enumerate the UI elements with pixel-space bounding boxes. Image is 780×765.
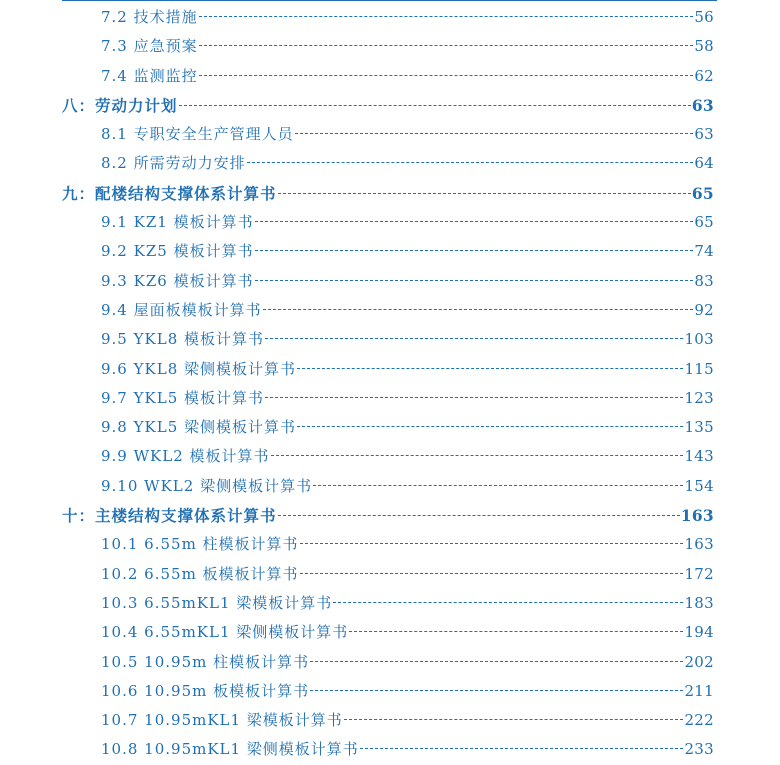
toc-page-number: 163 <box>684 535 714 554</box>
toc-page-number: 103 <box>684 330 714 349</box>
toc-page-number: 63 <box>694 125 714 144</box>
toc-page-number: 154 <box>684 476 714 495</box>
toc-dot-leader <box>199 75 694 76</box>
toc-entry[interactable] <box>0 208 780 237</box>
toc-entry-title: 7.4 监测监控 <box>101 66 198 85</box>
toc-entry[interactable] <box>0 706 780 735</box>
toc-entry-title: 十：主楼结构支撑体系计算书 <box>62 506 277 526</box>
toc-page-number: 56 <box>694 8 714 26</box>
toc-page-number: 233 <box>684 740 714 759</box>
toc-dot-leader <box>297 368 683 369</box>
toc-dot-leader <box>199 16 694 17</box>
toc-dot-leader <box>265 397 683 398</box>
toc-page-number: 62 <box>694 66 714 85</box>
toc-dot-leader <box>310 690 683 691</box>
toc-entry[interactable] <box>0 237 780 266</box>
toc-dot-leader <box>300 543 684 544</box>
toc-entry[interactable] <box>0 120 780 149</box>
table-of-contents <box>0 3 780 765</box>
toc-entry-title: 10.3 6.55mKL1 梁模板计算书 <box>101 593 333 612</box>
toc-chapter-entry[interactable] <box>0 179 780 208</box>
toc-entry[interactable] <box>0 560 780 589</box>
toc-page-number: 143 <box>684 447 714 466</box>
toc-dot-leader <box>247 162 694 163</box>
toc-entry-title: 9.2 KZ5 模板计算书 <box>101 242 254 261</box>
toc-dot-leader <box>360 748 684 749</box>
toc-entry-title: 7.2 技术措施 <box>101 8 198 26</box>
toc-dot-leader <box>255 280 694 281</box>
toc-entry[interactable] <box>0 648 780 677</box>
toc-page-number: 58 <box>694 37 714 56</box>
toc-entry[interactable] <box>0 3 780 32</box>
toc-entry[interactable] <box>0 267 780 296</box>
toc-entry-title: 8.2 所需劳动力安排 <box>101 154 246 173</box>
toc-dot-leader <box>349 631 683 632</box>
toc-page-number: 194 <box>684 623 714 642</box>
toc-dot-leader <box>263 309 694 310</box>
toc-dot-leader <box>271 455 684 456</box>
toc-entry[interactable] <box>0 32 780 61</box>
toc-dot-leader <box>313 485 683 486</box>
toc-entry-title: 9.5 YKL8 模板计算书 <box>101 330 265 349</box>
toc-page-number: 74 <box>694 242 714 261</box>
toc-entry[interactable] <box>0 735 780 764</box>
toc-dot-leader <box>344 719 684 720</box>
toc-entry-title: 八：劳动力计划 <box>62 95 178 115</box>
toc-dot-leader <box>265 338 683 339</box>
toc-entry[interactable] <box>0 413 780 442</box>
toc-dot-leader <box>278 515 680 516</box>
toc-chapter-entry[interactable] <box>0 501 780 530</box>
toc-page-number: 92 <box>694 300 714 319</box>
toc-page-number: 163 <box>680 506 714 526</box>
toc-dot-leader <box>297 426 683 427</box>
toc-page-number: 202 <box>684 652 714 671</box>
toc-entry[interactable] <box>0 384 780 413</box>
toc-entry[interactable] <box>0 355 780 384</box>
toc-entry[interactable] <box>0 677 780 706</box>
top-rule <box>62 0 717 1</box>
toc-dot-leader <box>300 573 684 574</box>
toc-page-number: 123 <box>684 388 714 407</box>
toc-entry[interactable] <box>0 442 780 471</box>
toc-dot-leader <box>333 602 683 603</box>
toc-page-number: 115 <box>684 359 714 378</box>
toc-dot-leader <box>255 250 694 251</box>
toc-entry-title: 10.2 6.55m 板模板计算书 <box>101 564 299 583</box>
toc-page-number: 83 <box>694 271 714 290</box>
toc-dot-leader <box>295 133 694 134</box>
toc-entry-title: 9.6 YKL8 梁侧模板计算书 <box>101 359 297 378</box>
toc-chapter-entry[interactable] <box>0 91 780 120</box>
toc-entry-title: 10.8 10.95mKL1 梁侧模板计算书 <box>101 740 359 759</box>
toc-entry-title: 9.3 KZ6 模板计算书 <box>101 271 254 290</box>
toc-entry[interactable] <box>0 149 780 178</box>
toc-entry[interactable] <box>0 530 780 559</box>
toc-page-number: 65 <box>694 213 714 232</box>
toc-page-number: 222 <box>684 711 714 730</box>
toc-dot-leader <box>310 661 683 662</box>
toc-entry-title: 8.1 专职安全生产管理人员 <box>101 125 294 144</box>
toc-entry-title: 10.5 10.95m 柱模板计算书 <box>101 652 310 671</box>
toc-dot-leader <box>278 193 691 194</box>
toc-entry-title: 九：配楼结构支撑体系计算书 <box>62 183 277 203</box>
toc-dot-leader <box>255 221 694 222</box>
toc-entry-title: 9.8 YKL5 梁侧模板计算书 <box>101 418 297 437</box>
toc-page-number: 183 <box>684 593 714 612</box>
toc-entry[interactable] <box>0 589 780 618</box>
toc-page-number: 65 <box>691 183 714 203</box>
toc-dot-leader <box>199 45 694 46</box>
toc-entry-title: 9.1 KZ1 模板计算书 <box>101 213 254 232</box>
toc-page-number: 211 <box>684 681 714 700</box>
toc-entry[interactable] <box>0 296 780 325</box>
toc-entry-title: 9.4 屋面板模板计算书 <box>101 300 262 319</box>
toc-dot-leader <box>179 105 691 106</box>
toc-page-number: 63 <box>691 95 714 115</box>
toc-page-number: 172 <box>684 564 714 583</box>
toc-entry-title: 10.7 10.95mKL1 梁模板计算书 <box>101 711 343 730</box>
toc-entry-title: 9.9 WKL2 模板计算书 <box>101 447 270 466</box>
toc-entry[interactable] <box>0 618 780 647</box>
toc-entry-title: 10.4 6.55mKL1 梁侧模板计算书 <box>101 623 349 642</box>
toc-entry-title: 10.1 6.55m 柱模板计算书 <box>101 535 299 554</box>
toc-page-number: 135 <box>684 418 714 437</box>
toc-entry-title: 7.3 应急预案 <box>101 37 198 56</box>
toc-entry[interactable] <box>0 62 780 91</box>
toc-entry[interactable] <box>0 472 780 501</box>
toc-entry-title: 9.7 YKL5 模板计算书 <box>101 388 265 407</box>
toc-entry[interactable] <box>0 325 780 354</box>
toc-page-number: 64 <box>694 154 714 173</box>
toc-entry-title: 10.6 10.95m 板模板计算书 <box>101 681 310 700</box>
toc-entry-title: 9.10 WKL2 梁侧模板计算书 <box>101 476 313 495</box>
